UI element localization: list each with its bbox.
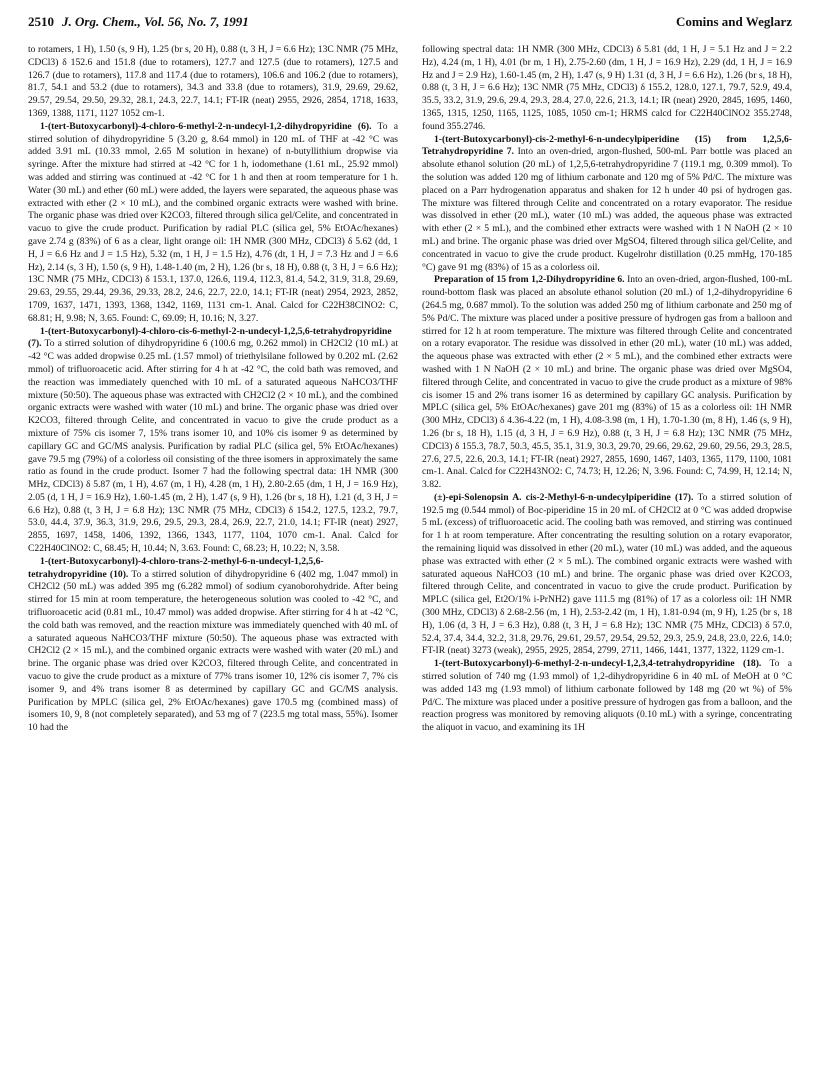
paragraph-title: (±)-epi-Solenopsin A. cis-2-Methyl-6-n-undecylpiperidine (17). [434,491,694,503]
paragraph [28,556,398,735]
paragraph [422,658,792,735]
page-number: 2510 [28,14,54,29]
paragraph-title: 1-(tert-Butoxycarbonyl)-cis-2-methyl-6-n-undecylpiperidine (15) from 1,2,5,6-Tetrahydropyridine 7. [422,133,792,158]
page-header [28,14,792,36]
paragraph-text: To a stirred solution of dihydropyridine 6 (100.6 mg, 0.262 mmol) in CH2Cl2 (10 mL) at -42 °C was added dropwise 0.25 mL (1.57 mmol) of triethylsilane followed by 0.202 mL (2.62 mmol) of trifluoroacetic acid. After stirring for 4 h at -42 °C, the cold bath was removed, and the reaction was immediately quenched with 10 mL of a saturated aqueous NaHCO3/THF mixture (50:50). The aqueous phase was extracted with CH2Cl2 (2 × 10 mL), and the combined organic extracts were washed with water (10 mL) and brine. The organic phase was dried over K2CO3, filtered through Celite, and concentrated in vacuo to give the crude product as a mixture of 75% cis isomer 7, 15% trans isomer 10, and 10% cis isomer 9 as determined by capillary GC and GC/MS analysis. Purification by radial PLC (silica gel, 5% EtOAc/hexanes) gave 79.5 mg (79%) of a colorless oil consisting of the three isomers in approximately the same ratio as found in the crude product. Isomer 7 had the following spectral data: 1H NMR (300 MHz, CDCl3) δ 5.87 (m, 1 H), 4.67 (m, 1 H), 4.28 (m, 1 H), 2.80-2.65 (dm, 1 H, J = 16.9 Hz), 2.05 (d, 1 H, J = 16.9 Hz), 1.60-1.45 (m, 2 H), 1.47 (s, 9 H), 1.26 (br s, 18 H), 1.21 (d, 3 H, J = 6.6 Hz), 0.88 (t, 3 H, J = 6.8 Hz); 13C NMR (75 MHz, CDCl3) δ 154.2, 127.5, 123.2, 79.7, 53.0, 44.4, 37.9, 36.3, 31.9, 29.6, 29.5, 29.3, 28.4, 26.9, 22.7, 21.0, 14.1; FT-IR (neat) 2927, 2855, 1697, 1458, 1406, 1392, 1366, 1343, 1177, 1104, 1070 cm-1. Anal. Calcd for C22H40ClNO2: C, 68.45; H, 10.44; N, 3.63. Found: C, 68.23; H, 10.22; N, 3.58. [28,338,398,555]
paragraph-title: 1-(tert-Butoxycarbonyl)-4-chloro-cis-6-methyl-2-n-undecyl-1,2,5,6-tetrahydropyridine (7). [28,325,392,350]
paragraph-text: Into an oven-dried, argon-flushed, 100-mL round-bottom flask was placed an absolute ethanol solution (20 mL) of 1,2-dihydropyridine 6 (264.5 mg, 0.687 mmol). To the solution was added 250 mg of lithium carbonate and 250 mg of 5% Pd/C. The mixture was placed under a positive pressure of hydrogen gas from a balloon and stirred for 12 h at room temperature. The mixture was filtered through Celite and concentrated on a rotary evaporator. The residue was dissolved in ether (20 mL), water (10 mL) was added, the aqueous phase was extracted with ether (2 × 5 mL), and the combined ether extracts were washed with 1 N NaOH (2 × 10 mL) and brine. The organic phase was dried over MgSO4, filtered through Celite, and concentrated in vacuo to give the crude product as a mixture of 98% cis isomer 15 and 2% trans isomer 16 as determined by capillary GC analysis. Purification by MPLC (silica gel, 5% EtOAc/hexanes) gave 201 mg (83%) of 15 as a colorless oil: 1H NMR (300 MHz, CDCl3) δ 4.36-4.22 (m, 1 H), 4.08-3.98 (m, 1 H), 1.70-1.30 (m, 8 H), 1.46 (s, 9 H), 1.26 (br s, 18 H), 1.15 (d, 3 H, J = 6.9 Hz), 0.88 (t, 3 H, J = 6.8 Hz); 13C NMR (75 MHz, CDCl3) δ 155.3, 78.7, 50.3, 45.5, 35.1, 31.9, 30.3, 29.70, 29.66, 29.62, 29.60, 29.56, 29.3, 28.5, 27.6, 27.5, 22.6, 20.3, 14.1; FT-IR (neat) 2927, 2855, 1690, 1467, 1403, 1365, 1179, 1100, 1081 cm-1. Anal. Calcd for C22H43NO2: C, 74.73; H, 12.26; N, 3.96. Found: C, 74.99, H, 12.14; N, 3.82. [422,274,792,491]
paragraph-title: 1-(tert-Butoxycarbonyl)-4-chloro-trans-2-methyl-6-n-undecyl-1,2,5,6-tetrahydropyridine (10). [28,555,324,580]
paragraph-text: following spectral data: 1H NMR (300 MHz, CDCl3) δ 5.81 (dd, 1 H, J = 5.1 Hz and J = 2.2 Hz), 4.24 (m, 1 H), 4.01 (br m, 1 H), 2.75-2.60 (dm, 1 H, J = 16.9 Hz), 2.29 (dd, 1 H, J = 16.9 Hz and J = 2.9 Hz), 1.60-1.45 (m, 2 H), 1.47 (s, 9 H) 1.31 (d, 3 H, J = 6.6 Hz), 1.26 (br s, 18 H), 0.88 (t, 3 H, J = 6.6 Hz); 13C NMR (75 MHz, CDCl3) δ 155.2, 128.0, 127.1, 79.7, 52.9, 49.4, 35.5, 33.2, 31.9, 29.6, 29.4, 29.3, 28.4, 27.0, 22.6, 21.3, 14.1; IR (neat) 2920, 2845, 1695, 1460, 1365, 1315, 1250, 1165, 1125, 1085, 1050 cm-1; HRMS calcd for C22H40ClNO2 355.2748, found 355.2746. [422,44,792,132]
paragraph [422,492,792,658]
paragraph-title: Preparation of 15 from 1,2-Dihydropyridine 6. [434,274,625,286]
paragraph [422,134,792,275]
running-authors: Comins and Weglarz [675,14,792,29]
left-column [28,44,398,1060]
paragraph-text: to rotamers, 1 H), 1.50 (s, 9 H), 1.25 (br s, 20 H), 0.88 (t, 3 H, J = 6.6 Hz); 13C NMR (75 MHz, CDCl3) δ 152.6 and 151.8 (due to rotamers), 127.7 and 127.5 (due to rotamers), 127.5 and 126.7 (due to rotamers), 117.8 and 117.4 (due to rotamers), 106.6 and 106.2 (due to rotamers), 81.7, 54.1 and 53.2 (due to rotamers), 34.3 and 33.8 (due to rotamers), 31.9, 29.69, 29.62, 29.57, 29.54, 29.50, 29.32, 28.1, 24.3, 22.7, 14.1; FT-IR (neat) 2955, 2926, 2854, 1718, 1633, 1369, 1388, 1171, 1127 1052 cm-1. [28,44,398,119]
paragraph-text: To a stirred solution of 740 mg (1.93 mmol) of 1,2-dihydropyridine 6 in 40 mL of MeOH at 0 °C was added 143 mg (1.93 mmol) of lithium carbonate followed by 148 mg (20 wt %) of 5% Pd/C. The mixture was placed under a positive pressure of hydrogen gas from a balloon, and the reaction progress was monitored by removing aliquots (0.10 mL) with a syringe, concentrating the aliquot in vacuo, and examining its 1H [422,658,792,734]
two-column-body [28,44,792,1060]
paragraph [422,44,792,134]
paragraph-text: Into an oven-dried, argon-flushed, 500-mL Parr bottle was placed an absolute ethanol solution (20 mL) of 1,2,5,6-tetrahydropyridine 7 (119.1 mg, 0.309 mmol). To the solution was added 120 mg of lithium carbonate and 120 mg of 5% Pd/C. The mixture was placed on a Parr hydrogenation apparatus and shaken for 12 h under 40 psi of hydrogen gas. The mixture was filtered through Celite and concentrated on a rotary evaporator. The residue was dissolved in ether (20 mL), water (10 mL) was added, the aqueous phase was extracted with ether (2 × 5 mL), and the combined ether extracts were washed with 1 N NaOH (2 × 10 mL) and brine. The organic phase was dried over MgSO4, filtered through silica gel/Celite, and concentrated in vacuo to give the crude product. Kugelrohr distillation (0.25 mmHg, 170-185 °C) gave 91 mg (83%) of 15 as a colorless oil. [422,146,792,273]
paragraph [28,326,398,556]
paragraph-title: 1-(tert-Butoxycarbonyl)-6-methyl-2-n-undecyl-1,2,3,4-tetrahydropyridine (18). [434,658,762,670]
paragraph [28,121,398,326]
paragraph-text: To a stirred solution of 192.5 mg (0.544 mmol) of Boc-piperidine 15 in 20 mL of CH2Cl2 at 0 °C was added dropwise 5 mL (excess) of trifluoroacetic acid. The cooling bath was removed, and stirring was continued for 1 h at room temperature. After concentrating the resulting solution on a rotary evaporator, the remaining liquid was dissolved in ether (20 mL), water (10 mL) was added, and the aqueous phase was extracted with ether (2 × 5 mL). The combined organic extracts were washed with saturated aqueous NaHCO3 (10 mL) and brine. The organic phase was dried over K2CO3, filtered through Celite, and concentrated in vacuo to give the crude product. Purification by MPLC (silica gel, Et2O/1% i-PrNH2) gave 111.5 mg (81%) of 17 as a colorless oil: 1H NMR (300 MHz, CDCl3) δ 2.68-2.56 (m, 1 H), 2.53-2.42 (m, 1 H), 1.81-0.94 (m, 9 H), 1.25 (br s, 18 H), 1.06 (d, 3 H, J = 6.3 Hz), 0.88 (t, 3 H, J = 6.8 Hz); 13C NMR (75 MHz, CDCl3) δ 57.0, 52.4, 37.4, 34.4, 32.2, 31.8, 29.76, 29.61, 29.57, 29.54, 29.52, 29.3, 25.9, 24.8, 23.0, 22.6, 14.0; FT-IR (neat) 3273 (weak), 2955, 2925, 2854, 2799, 2711, 1466, 1441, 1377, 1322, 1129 cm-1. [422,491,792,657]
paragraph [422,274,792,492]
paragraph-text: To a stirred solution of dihydropyridine 6 (402 mg, 1.047 mmol) in CH2Cl2 (50 mL) was added 395 mg (6.282 mmol) of sodium cyanoborohydride. After being stirred for 15 min at room temperature, the heterogeneous solution was cooled to -42 °C, and trifluoroacetic acid (0.81 mL, 10.47 mmol) was added dropwise. After stirring for 4 h at -42 °C, the cold bath was removed, and the reaction mixture was immediately quenched with 40 mL of a saturated aqueous NaHCO3/THF mixture (50:50). The aqueous phase was extracted with CH2Cl2 (2 × 15 mL), and the combined organic extracts were washed with water (20 mL) and brine. The organic phase was dried over K2CO3, filtered through Celite, and concentrated in vacuo to give the crude product as a mixture of 77% trans isomer 10, 12% cis isomer 7, 7% cis isomer 9, and 4% trans isomer 8 as determined by capillary GC and GC/MS analysis. Purification by MPLC (silica gel, 2% EtOAc/hexanes) gave 170.5 mg (combined mass) of isomers 10, 9, 8 (not completely separated), and 53 mg of 7 (223.5 mg total mass, 55%). Isomer 10 had the [28,568,398,734]
paragraph-title: 1-(tert-Butoxycarbonyl)-4-chloro-6-methyl-2-n-undecyl-1,2-dihydropyridine (6). [40,120,372,132]
paragraph [28,44,398,121]
right-column [422,44,792,1060]
header-left [28,14,249,30]
journal-citation: J. Org. Chem., Vol. 56, No. 7, 1991 [62,14,249,29]
paragraph-text: To a stirred solution of dihydropyridine 5 (3.20 g, 8.64 mmol) in 120 mL of THF at -42 °C was added 3.91 mL (10.33 mmol, 2.65 M solution in hexane) of n-butyllithium dropwise via syringe. After the mixture had stirred at -42 °C for 1 h, iodomethane (1.61 mL, 25.92 mmol) was added and stirring was continued at -42 °C for 1 h and then at room temperature for 1 h. Water (30 mL) and ether (60 mL) were added, the layers were separated, the aqueous phase was extracted with ether (2 × 10 mL), and the combined organic extracts were washed with brine. The organic phase was dried over K2CO3, filtered through silica gel/Celite, and concentrated in vacuo to give the crude product. Purification by radial PLC (silica gel, 5% EtOAc/hexanes) gave 2.74 g (83%) of 6 as a clear, light orange oil: 1H NMR (300 MHz, CDCl3) δ 5.62 (dd, 1 H, J = 6.6 Hz and J = 1.5 Hz), 5.32 (m, 1 H, J = 1.5 Hz), 4.76 (dt, 1 H, J = 7.3 Hz and J = 6.6 Hz), 2.14 (s, 3 H), 1.50 (s, 9 H), 1.48-1.40 (m, 2 H), 1.26 (br s, 18 H), 0.88 (t, 3 H, J = 6.6 Hz); 13C NMR (75 MHz, CDCl3) δ 153.1, 137.0, 126.6, 119.4, 112.3, 81.4, 54.2, 31.9, 31.8, 29.69, 29.63, 29.55, 29.44, 29.36, 29.33, 28.2, 24.6, 22.7, 22.0, 14.1; FT-IR (neat) 2954, 2923, 2852, 1709, 1637, 1471, 1393, 1368, 1342, 1169, 1131 cm-1. Anal. Calcd for C22H38ClNO2: C, 68.81; H, 9.98; N, 3.65. Found: C, 69.09; H, 10.16; N, 3.27. [28,120,398,324]
